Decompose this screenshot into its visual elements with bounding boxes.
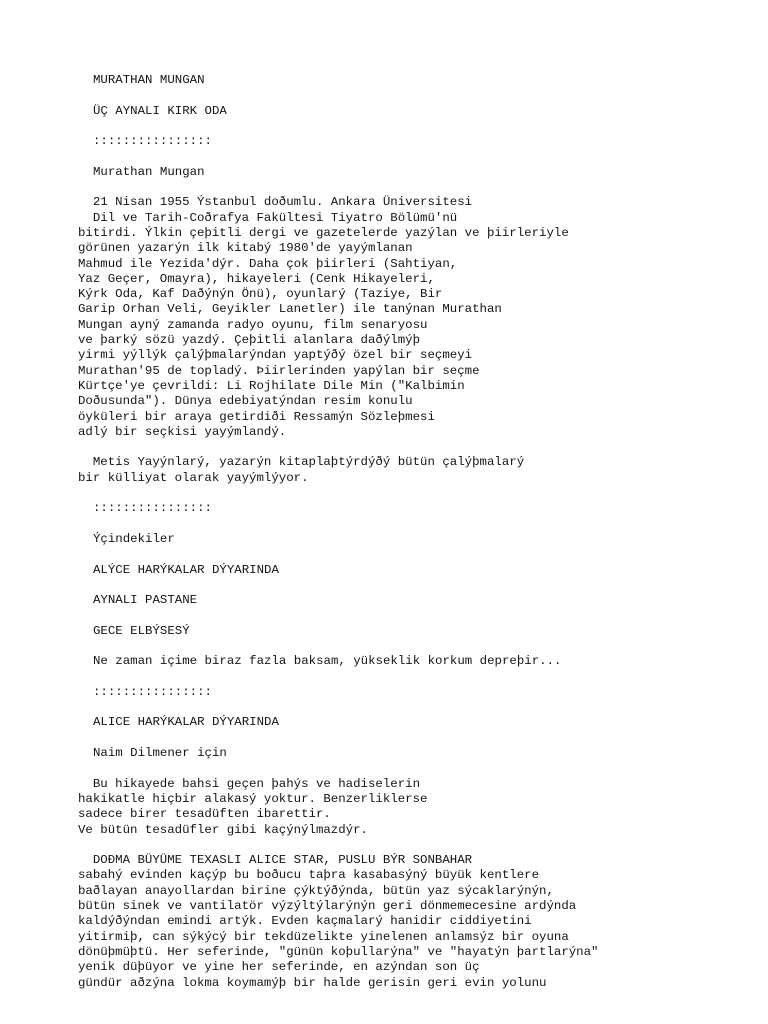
author-heading: MURATHAN MUNGAN [93,73,205,87]
text-line: dönüþmüþtü. Her seferinde, "günün koþullarýna" ve "hayatýn þartlarýna" [78,944,599,959]
text-line: Garip Orhan Veli, Geyikler Lanetler) ile tanýnan Murathan [78,302,502,317]
contents-item: GECE ELBÝSESÝ [93,623,190,638]
story-text [78,853,758,991]
text-line: ve þarký sözü yazdý. Çeþitli alanlara daðýlmýþ [78,333,421,348]
text-line: yitirmiþ, can sýkýcý bir tekdüzelikte yinelenen anlamsýz bir oyuna [78,929,569,944]
text-line: Dil ve Tarih-Coðrafya Fakültesi Tiyatro Bölümü'nü [78,210,458,225]
text-line: Doðusunda"). Dünya edebiyatýndan resim konulu [78,394,413,409]
text-line: yirmi yýllýk çalýþmalarýndan yaptýðý özel bir seçmeyi [78,348,473,363]
section-divider: :::::::::::::::: [93,134,212,149]
text-line: Kürtçe'ye çevrildi: Li Rojhilate Dile Min ("Kalbimin [78,378,465,393]
disclaimer [78,777,758,838]
document-body [78,73,758,1006]
section-divider: :::::::::::::::: [93,684,212,699]
text-line: Bu hikayede bahsi geçen þahýs ve hadiselerin [78,776,421,791]
text-line: Metis Yayýnlarý, yazarýn kitaplaþtýrdýðý bütün çalýþmalarý [78,455,525,470]
text-line: Mungan ayný zamanda radyo oyunu, film senaryosu [78,317,428,332]
text-line: DOÐMA BÜYÜME TEXASLI ALICE STAR, PUSLU BÝR SONBAHAR [78,853,473,868]
text-line: bitirdi. Ýlkin çeþitli dergi ve gazetelerde yazýlan ve þiirleriyle [78,225,569,240]
text-line: öyküleri bir araya getirdiði Ressamýn Sözleþmesi [78,409,435,424]
text-line: sabahý evinden kaçýp bu boðucu taþra kasabasýný büyük kentlere [78,868,540,883]
text-line: kaldýðýndan emindi artýk. Evden kaçmalarý hanidir ciddiyetini [78,914,532,929]
text-line: Kýrk Oda, Kaf Daðýnýn Önü), oyunlarý (Taziye, Bir [78,287,443,302]
text-line: Yaz Geçer, Omayra), hikayeleri (Cenk Hikayeleri, [78,271,435,286]
text-line: görünen yazarýn ilk kitabý 1980'de yayýmlanan [78,241,413,256]
text-line: Murathan'95 de topladý. Þiirlerinden yapýlan bir seçme [78,363,480,378]
author-name: Murathan Mungan [93,164,205,179]
section-divider: :::::::::::::::: [93,501,212,516]
story-title: ALICE HARÝKALAR DÝYARINDA [93,715,279,730]
contents-heading: Ýçindekiler [93,531,175,546]
contents-item: ALÝCE HARÝKALAR DÝYARINDA [93,562,279,577]
text-line: hakikatle hiçbir alakasý yoktur. Benzerliklerse [78,791,428,806]
text-line: adlý bir seçkisi yayýmlandý. [78,424,287,439]
text-line: 21 Nisan 1955 Ýstanbul doðumlu. Ankara Üniversitesi [78,195,473,210]
epigraph: Ne zaman içime biraz fazla baksam, yükseklik korkum depreþir... [93,654,562,669]
text-line: Mahmud ile Yezida'dýr. Daha çok þiirleri (Sahtiyan, [78,256,458,271]
publisher-note [78,455,758,486]
text-line: baðlayan anayollardan birine çýktýðýnda, bütün yaz sýcaklarýnýn, [78,883,554,898]
text-line: yenik düþüyor ve yine her seferinde, en azýndan son üç [78,960,480,975]
text-line: bir külliyat olarak yayýmlýyor. [78,470,309,485]
text-line: bütün sinek ve vantilatör výzýltýlarýnýn geri dönmemecesine ardýnda [78,899,577,914]
text-line: gündür aðzýna lokma koymamýþ bir halde gerisin geri evin yolunu [78,975,547,990]
text-line: Ve bütün tesadüfler gibi kaçýnýlmazdýr. [78,822,368,837]
contents-item: AYNALI PASTANE [93,593,198,608]
author-biography [78,195,758,440]
text-line: sadece birer tesadüften ibarettir. [78,807,331,822]
book-title: ÜÇ AYNALI KIRK ODA [93,103,227,118]
dedication: Naim Dilmener için [93,746,227,761]
